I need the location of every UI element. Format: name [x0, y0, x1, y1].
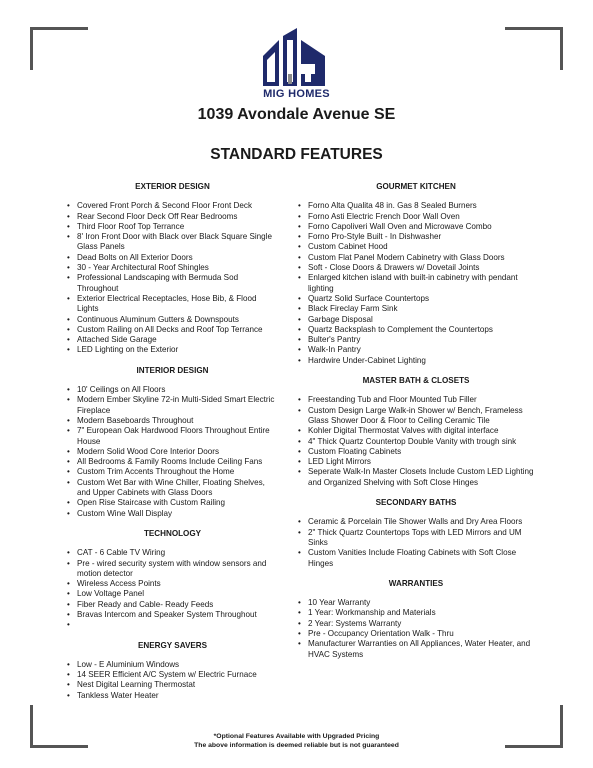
feature-item: • Pre - wired security system with window sensors and motion detector	[65, 559, 280, 580]
section-heading: WARRANTIES	[388, 578, 444, 588]
feature-item	[65, 620, 280, 630]
feature-item: • Nest Digital Learning Thermostat	[65, 680, 280, 690]
feature-item: • Custom Cabinet Hood	[296, 242, 536, 252]
section-heading: MASTER BATH & CLOSETS	[362, 376, 470, 386]
feature-list	[296, 598, 536, 660]
property-address: 1039 Avondale Avenue SE	[197, 106, 396, 123]
feature-item: • 10' Ceilings on All Floors	[65, 385, 280, 395]
feature-item: • Bravas Intercom and Speaker System Throughout	[65, 610, 280, 620]
feature-item: • Freestanding Tub and Floor Mounted Tub Filler	[296, 395, 536, 405]
feature-item: • Forno Asti Electric French Door Wall Oven	[296, 212, 536, 222]
feature-item: • Soft - Close Doors & Drawers w/ Dovetail Joints	[296, 263, 536, 273]
feature-item: • Rear Second Floor Deck Off Rear Bedrooms	[65, 212, 280, 222]
section-heading: ENERGY SAVERS	[138, 640, 207, 650]
feature-item: • 8' Iron Front Door with Black over Black Square Single Glass Panels	[65, 232, 280, 253]
feature-item: • Kohler Digital Thermostat Valves with digital interface	[296, 426, 536, 436]
feature-item: • LED Lighting on the Exterior	[65, 345, 280, 355]
feature-item: • Continuous Aluminum Gutters & Downspouts	[65, 315, 280, 325]
feature-item: • 2 Year: Systems Warranty	[296, 619, 536, 629]
corner-bracket-top-right	[505, 27, 563, 70]
feature-item: • 7" European Oak Hardwood Floors Throughout Entire House	[65, 426, 280, 447]
feature-item: • Enlarged kitchen island with built-in cabinetry with pendant lighting	[296, 273, 536, 294]
brand-name: MIG HOMES	[263, 88, 330, 100]
feature-item: • Pre - Occupancy Orientation Walk - Thru	[296, 629, 536, 639]
feature-item: • 30 - Year Architectural Roof Shingles	[65, 263, 280, 273]
feature-item: • Wireless Access Points	[65, 579, 280, 589]
feature-list	[296, 201, 536, 366]
feature-item: • 1 Year: Workmanship and Materials	[296, 608, 536, 618]
feature-item: • Dead Bolts on All Exterior Doors	[65, 253, 280, 263]
feature-item: • Walk-In Pantry	[296, 345, 536, 355]
feature-item: • Modern Solid Wood Core Interior Doors	[65, 447, 280, 457]
footer	[0, 732, 593, 750]
feature-item: • LED Light Mirrors	[296, 457, 536, 467]
page-title: STANDARD FEATURES	[210, 146, 383, 163]
feature-item: • Modern Baseboards Throughout	[65, 416, 280, 426]
feature-list	[296, 517, 536, 568]
feature-item: • 4" Thick Quartz Countertop Double Vanity with trough sink	[296, 437, 536, 447]
feature-item: • Custom Wine Wall Display	[65, 509, 280, 519]
feature-item: • Custom Wet Bar with Wine Chiller, Floating Shelves, and Upper Cabinets with Glass Doors	[65, 478, 280, 499]
feature-list	[65, 201, 280, 355]
feature-item: • CAT - 6 Cable TV Wiring	[65, 548, 280, 558]
feature-list	[65, 548, 280, 630]
feature-item: • Forno Pro-Style Built - In Dishwasher	[296, 232, 536, 242]
feature-item: • Forno Alta Qualita 48 in. Gas 8 Sealed Burners	[296, 201, 536, 211]
section-heading: INTERIOR DESIGN	[136, 365, 209, 375]
feature-item: • 14 SEER Efficient A/C System w/ Electric Furnace	[65, 670, 280, 680]
feature-item: • Professional Landscaping with Bermuda Sod Throughout	[65, 273, 280, 294]
feature-item: • Tankless Water Heater	[65, 691, 280, 701]
right-column	[296, 182, 536, 670]
feature-item: • Hardwire Under-Cabinet Lighting	[296, 356, 536, 366]
feature-list	[65, 660, 280, 701]
feature-item: • Fiber Ready and Cable- Ready Feeds	[65, 600, 280, 610]
feature-list	[65, 385, 280, 519]
footer-disclaimer: The above information is deemed reliable but is not guaranteed	[194, 742, 399, 749]
feature-item: • Low - E Aluminium Windows	[65, 660, 280, 670]
feature-item: • Forno Capoliveri Wall Oven and Microwave Combo	[296, 222, 536, 232]
feature-item: • Custom Trim Accents Throughout the Home	[65, 467, 280, 477]
left-column	[65, 182, 280, 711]
feature-item: • Modern Ember Skyline 72-in Multi-Sided Smart Electric Fireplace	[65, 395, 280, 416]
feature-item: • Covered Front Porch & Second Floor Front Deck	[65, 201, 280, 211]
feature-item: • Ceramic & Porcelain Tile Shower Walls and Dry Area Floors	[296, 517, 536, 527]
section-heading: TECHNOLOGY	[143, 528, 202, 538]
feature-item: • All Bedrooms & Family Rooms Include Ceiling Fans	[65, 457, 280, 467]
feature-list	[296, 395, 536, 488]
feature-item: • Attached Side Garage	[65, 335, 280, 345]
feature-item: • 2" Thick Quartz Countertops Tops with LED Mirrors and UM Sinks	[296, 528, 536, 549]
feature-item: • Custom Flat Panel Modern Cabinetry with Glass Doors	[296, 253, 536, 263]
corner-bracket-top-left	[30, 27, 88, 70]
feature-item: • Seperate Walk-In Master Closets Include Custom LED Lighting and Organized Shelving with Soft Close Hinges	[296, 467, 536, 488]
section-heading: SECONDARY BATHS	[375, 498, 457, 508]
section-heading: GOURMET KITCHEN	[376, 182, 456, 191]
feature-item: • 10 Year Warranty	[296, 598, 536, 608]
feature-item: • Quartz Solid Surface Countertops	[296, 294, 536, 304]
feature-item: • Bulter's Pantry	[296, 335, 536, 345]
feature-item: • Custom Vanities Include Floating Cabinets with Soft Close Hinges	[296, 548, 536, 569]
feature-item: • Custom Railing on All Decks and Roof Top Terrance	[65, 325, 280, 335]
feature-item: • Quartz Backsplash to Complement the Countertops	[296, 325, 536, 335]
feature-item: • Custom Design Large Walk-in Shower w/ Bench, Frameless Glass Shower Door & Floor to Ceiling Ceramic Tile	[296, 406, 536, 427]
feature-item: • Open Rise Staircase with Custom Railing	[65, 498, 280, 508]
footer-optional-note: *Optional Features Available with Upgraded Pricing	[213, 733, 380, 740]
feature-item: • Garbage Disposal	[296, 315, 536, 325]
feature-item: • Black Fireclay Farm Sink	[296, 304, 536, 314]
feature-item: • Custom Floating Cabinets	[296, 447, 536, 457]
section-heading: EXTERIOR DESIGN	[135, 182, 210, 191]
feature-item: • Manufacturer Warranties on All Appliances, Water Heater, and HVAC Systems	[296, 639, 536, 660]
feature-item: • Exterior Electrical Receptacles, Hose Bib, & Flood Lights	[65, 294, 280, 315]
feature-item: • Low Voltage Panel	[65, 589, 280, 599]
feature-item: • Third Floor Roof Top Terrance	[65, 222, 280, 232]
